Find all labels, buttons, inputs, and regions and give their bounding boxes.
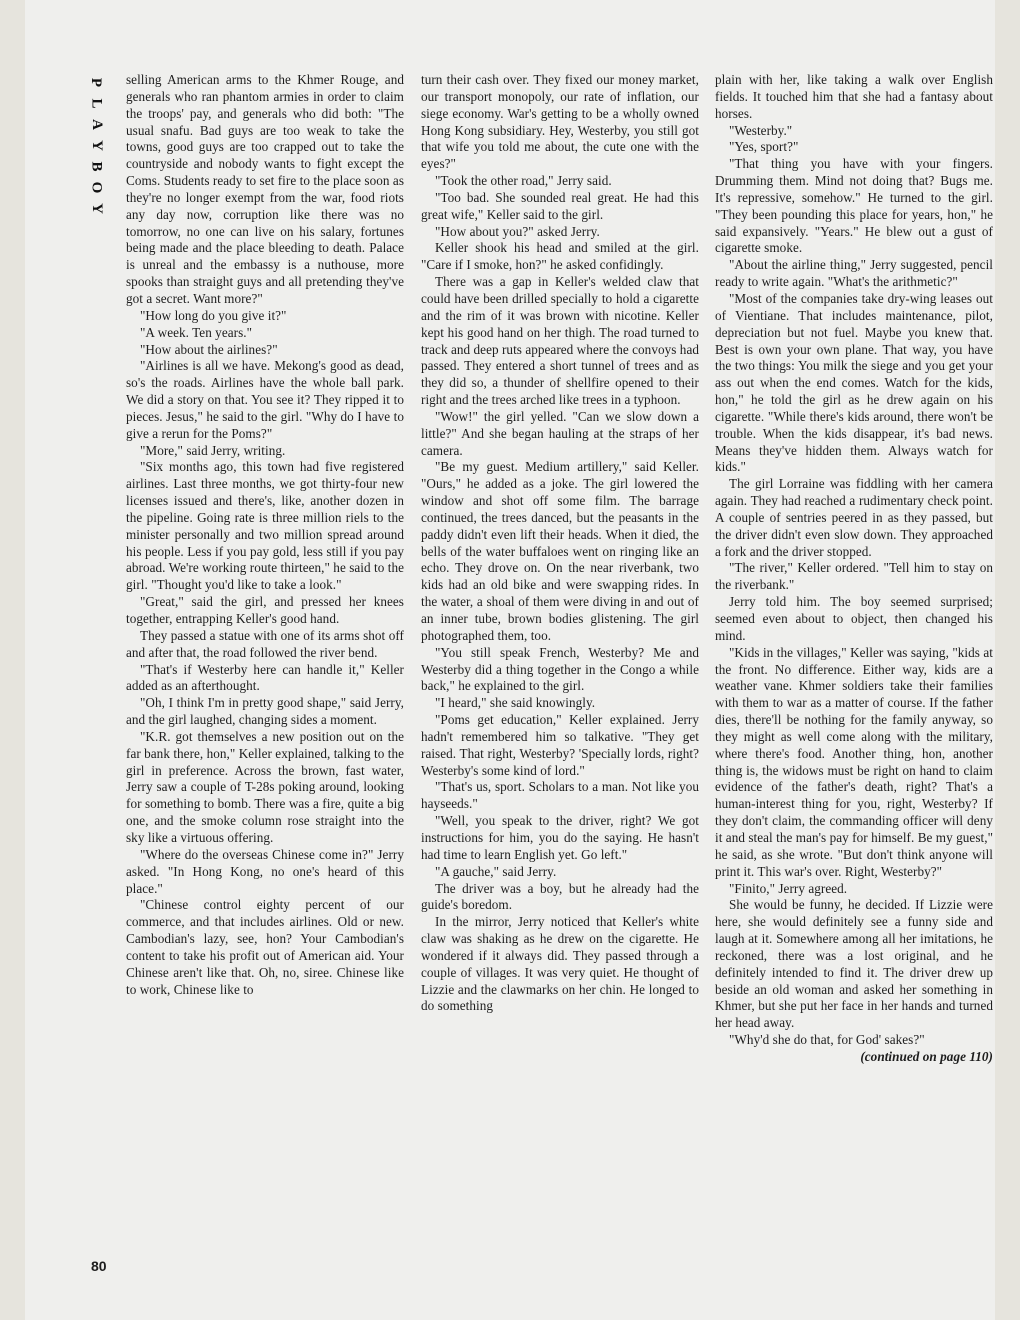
paragraph: "Six months ago, this town had five registered airlines. Last three months, we got thirty-four new licenses issued and there's, like, another dozen in the pipeline. Going rate is three million riels to the minister personally and two million spread around his people. Less if you pay gold, less still if you pay abroad. We're working route thirteen," he said to the girl. "Thought you'd like to take a look." [126,459,404,593]
paragraph: "About the airline thing," Jerry suggested, pencil ready to write again. "What's the arithmetic?" [715,257,993,290]
paragraph: turn their cash over. They fixed our money market, our transport monopoly, our rate of inflation, our siege economy. War's getting to be a wholly owned Hong Kong subsidiary. Hey, Westerby, you still got that wife you told me about, the cute one with the eyes?" [421,72,699,172]
paragraph: "Wow!" the girl yelled. "Can we slow down a little?" And she began hauling at the straps of her camera. [421,408,699,458]
paragraph: "Kids in the villages," Keller was saying, "kids at the front. No difference. Either way, kids are a weather vane. Khmer soldiers take their families with them to war as a matter of course. If the father dies, there'll be nothing for the family anyway, so they might as well come along with the military, where there's food. Another thing, hon, another thing is, the widows must be right on hand to claim evidence of the father's death, right? That's a human-interest thing for you, right, Westerby? If they don't claim, the commanding officer will deny it and steal the man's pay for himself. Be my guest," he said, as she wrote. "But don't think anyone will print it. This war's over. Right, Westerby?" [715,644,993,879]
paragraph: "How about the airlines?" [140,341,278,357]
paragraph: "Be my guest. Medium artillery," said Keller. "Ours," he added as a joke. The girl lowered the window and shot off some film. The barrage continued, the trees danced, but the peasants in the paddy didn't even lift their heads. When it died, the bells of the water buffaloes went on ringing like an echo. They drove on. On the near riverbank, two kids had an old bike and were swapping rides. In the water, a shoal of them were diving in and out of an inner tube, brown bodies glistening. The girl photographed them, too. [421,459,699,643]
paragraph: "Well, you speak to the driver, right? We got instructions for him, you do the saying. He hasn't had time to learn English yet. Go left." [421,813,699,862]
paragraph: "Most of the companies take dry-wing leases out of Vientiane. That includes maintenance, pilot, depreciation but not fuel. Maybe you knew that. Best is own your own plane. That way, you have the two things: You milk the siege and you get your ass out when the end comes. Watch for the kids, hon," he told the girl as he drew again on his cigarette. "While there's kids around, there won't be trouble. When the kids disappear, it's bad news. Means they've hidden them. Always watch for kids." [715,290,993,475]
paragraph: Keller shook his head and smiled at the girl. "Care if I smoke, hon?" he asked confidingly. [421,240,699,273]
paragraph: There was a gap in Keller's welded claw that could have been drilled specially to hold a cigarette and the rim of it was brown with nicotine. Keller kept his good hand on her thigh. The road turned to track and deep ruts appeared where the convoys had passed. They entered a short tunnel of trees and as they did so, a thunder of shellfire opened to their right and the trees arched like trees in a typhoon. [421,274,699,408]
paragraph: selling American arms to the Khmer Rouge, and generals who ran phantom armies in order to claim the troops' pay, and generals who did both: "The usual snafu. Bad guys are too weak to take the towns, good guys are too crapped out to take the countryside and nobody wants to fight except the Coms. Students ready to set fire to the place soon as they're no longer exempt from the war, food riots any day now, corruption like there was no tomorrow, no one can live on his salary, fortunes being made and the place bleeding to death. Palace is unreal and the embassy is a nuthouse, more spooks than straight guys and all pretending they've got a secret. Want more?" [126,72,404,306]
paragraph: In the mirror, Jerry noticed that Keller's white claw was shaking as he drew on the cigarette. He wondered if it always did. They passed through a couple of villages. It was very quiet. He thought of Lizzie and the clawmarks on her chin. He longed to do something [421,914,699,1014]
spine-letter: O [88,181,105,194]
spine-letter: Y [88,140,105,151]
paragraph: "Great," said the girl, and pressed her knees together, entrapping Keller's good hand. [126,594,404,626]
magazine-page [25,0,995,1320]
paragraph: "Yes, sport?" [729,139,799,155]
paragraph: "K.R. got themselves a new position out on the far bank there, hon," Keller explained, talking to the girl in preference. Across the brown, fast water, Jerry saw a couple of T-28s poking around, looking for something to bomb. There was a fire, quite a big one, and the smoke column rose straight into the sky like a virtuous offering. [126,728,404,845]
spine-letter: A [88,119,105,130]
magazine-spine-title [85,72,107,219]
paragraph: "That thing you have with your fingers. Drumming them. Mind not doing that? Bugs me. It's repressive, somehow." He turned to the girl. "They been pounding this place for years, hon," he said expansively. "Years." He blew out a gust of cigarette smoke. [715,156,993,256]
paragraph: plain with her, like taking a walk over English fields. It touched him that she had a fantasy about horses. [715,72,993,121]
paragraph: "Too bad. She sounded real great. He had this great wife," Keller said to the girl. [421,189,699,222]
spine-letter: Y [88,203,105,214]
spine-letter: L [88,98,105,109]
continued-on-page-note: (continued on page 110) [860,1048,993,1064]
paragraph: The girl Lorraine was fiddling with her camera again. They had reached a rudimentary check point. A couple of sentries peered in as they passed, but the driver didn't even slow down. They approached a fork and the driver stopped. [715,476,993,559]
paragraph: "How about you?" asked Jerry. [435,223,600,239]
paragraph: They passed a statue with one of its arms shot off and after that, the road followed the river bend. [126,627,404,660]
paragraph: "Airlines is all we have. Mekong's good as dead, so's the roads. Airlines have the whole ball park. We did a story on that. You see it? They ripped it to pieces. Jesus," he said to the girl. "Why do I have to give a rerun for the Poms?" [126,358,404,441]
paragraph: "Where do the overseas Chinese come in?" Jerry asked. "In Hong Kong, no one's heard of this place." [126,846,404,896]
paragraph: "The river," Keller ordered. "Tell him to stay on the riverbank." [715,560,993,593]
text-column-2 [421,72,699,1282]
text-column-3 [715,72,993,1282]
paragraph: Jerry told him. The boy seemed surprised; seemed even about to object, then changed his mind. [715,594,993,643]
paragraph: "I heard," she said knowingly. [435,695,596,711]
paragraph: "That's if Westerby here can handle it," Keller added as an afterthought. [126,661,404,694]
page-number: 80 [91,1258,107,1274]
paragraph: She would be funny, he decided. If Lizzie were here, she would definitely see a funny side and laugh at it. Somewhere among all her imitations, he reckoned, there was a lost original, and he definitely intended to find it. The driver drew up beside an old woman and asked her something in Khmer, but she put her face in her hands and turned her head away. [715,897,993,1031]
spine-letter: B [88,161,105,172]
paragraph: "More," said Jerry, writing. [140,442,286,458]
paragraph: "A gauche," said Jerry. [435,863,557,879]
paragraph: "Why'd she do that, for God' sakes?" [729,1032,925,1048]
paragraph: "Took the other road," Jerry said. [435,173,612,189]
spine-letter: P [88,77,105,88]
paragraph: "A week. Ten years." [140,324,253,340]
paragraph: "That's us, sport. Scholars to a man. Not like you hayseeds." [421,779,699,812]
paragraph: "How long do you give it?" [140,307,287,323]
text-column-1 [126,72,404,1282]
paragraph: "You still speak French, Westerby? Me and Westerby did a thing together in the Congo a while back," he explained to the girl. [421,644,699,694]
paragraph: "Oh, I think I'm in pretty good shape," said Jerry, and the girl laughed, changing sides a moment. [126,695,404,728]
paragraph: "Westerby." [729,122,793,138]
paragraph: "Chinese control eighty percent of our commerce, and that includes airlines. Old or new. Cambodian's lazy, see, hon? Your Cambodian's content to take his profit out of American aid. Your Chinese aren't like that. Oh, no, siree. Chinese like to work, Chinese like to [126,897,404,997]
paragraph: "Finito," Jerry agreed. [729,880,848,896]
paragraph: The driver was a boy, but he already had the guide's boredom. [421,880,699,913]
paragraph: "Poms get education," Keller explained. Jerry hadn't remembered him so talkative. "They get raised. That right, Westerby? 'Specially lords, right? Westerby's some kind of lord." [421,712,699,778]
